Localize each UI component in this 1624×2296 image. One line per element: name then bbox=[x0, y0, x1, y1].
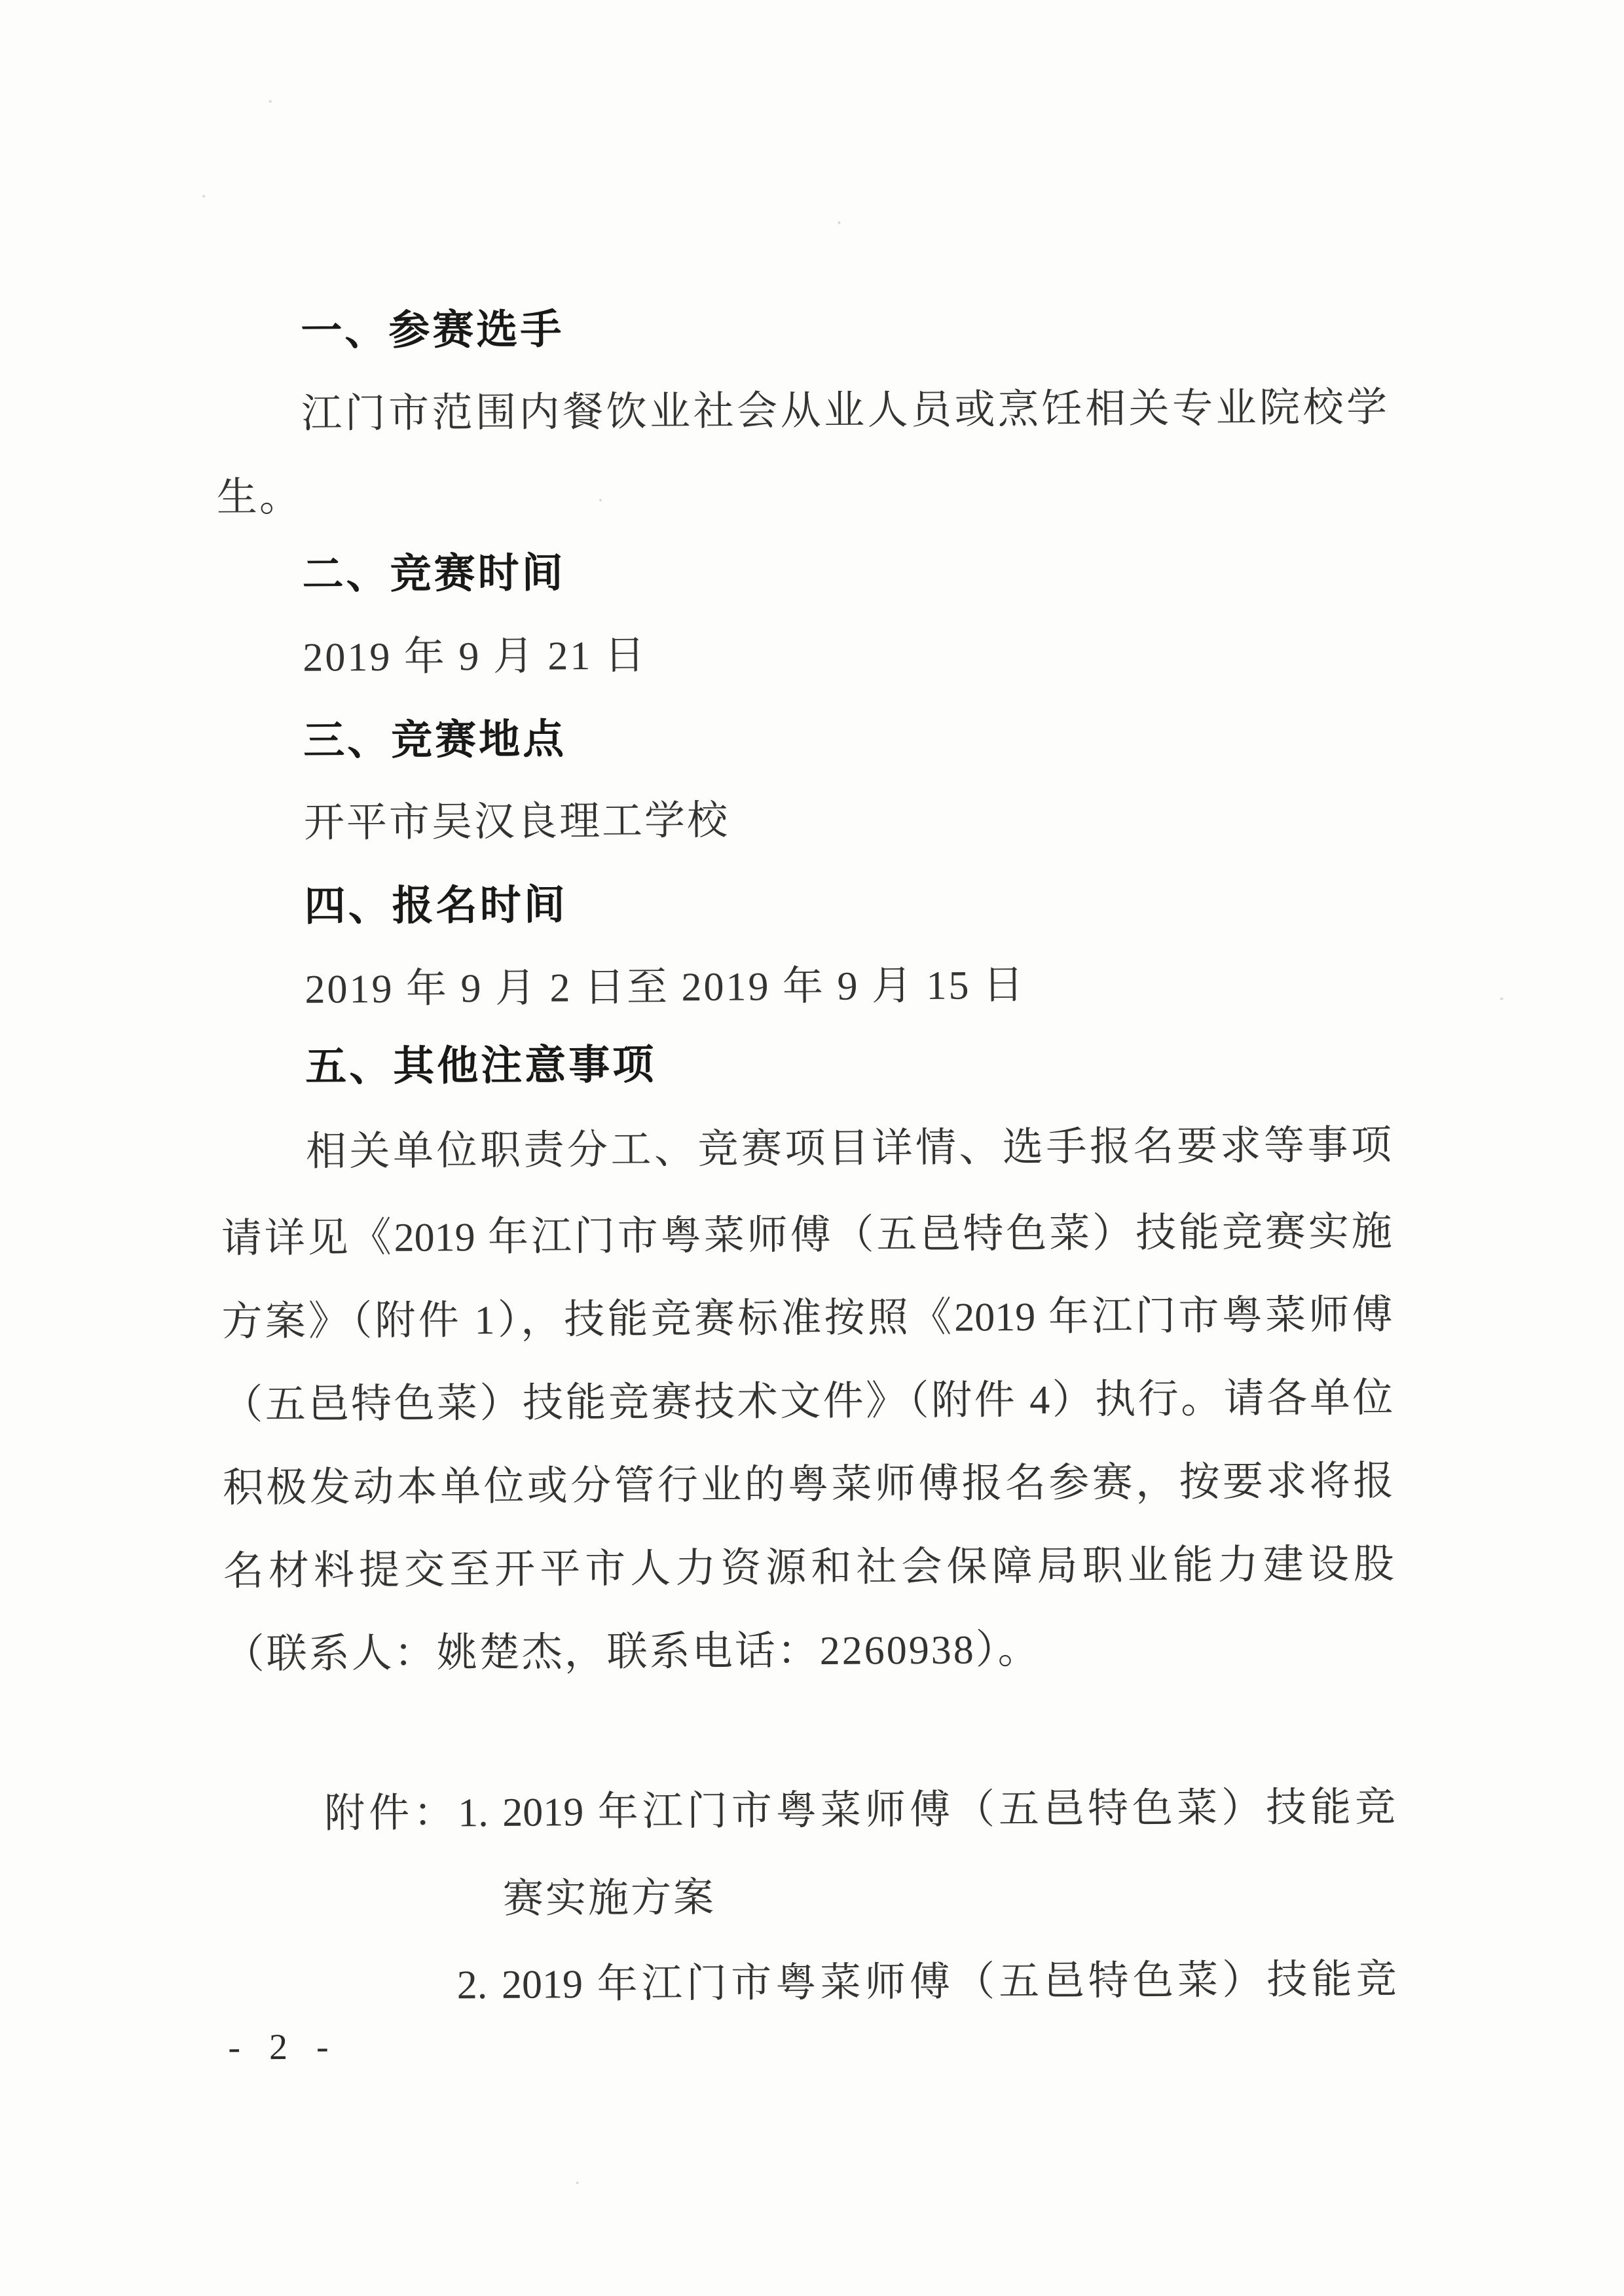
para-participants-line-1: 江门市范围内餐饮业社会从业人员或烹饪相关专业院校学 bbox=[301, 385, 1388, 437]
heading-competition-venue: 三、竞赛地点 bbox=[303, 716, 567, 764]
heading-registration-time: 四、报名时间 bbox=[304, 882, 568, 930]
scan-speck bbox=[576, 2181, 579, 2184]
heading-other-notes: 五、其他注意事项 bbox=[305, 1042, 657, 1090]
para-registration-dates: 2019 年 9 月 2 日至 2019 年 9 月 15 日 bbox=[304, 963, 1026, 1012]
para-participants-line-2: 生。 bbox=[216, 475, 303, 520]
page-number: - 2 - bbox=[228, 2026, 333, 2068]
para-notes-line-4: （五邑特色菜）技能竞赛技术文件》（附件 4）执行。请各单位 bbox=[222, 1376, 1393, 1428]
scan-speck bbox=[838, 221, 840, 225]
para-notes-line-2: 请详见《2019 年江门市粤菜师傅（五邑特色菜）技能竞赛实施 bbox=[221, 1209, 1393, 1262]
heading-participants: 一、参赛选手 bbox=[301, 306, 564, 354]
para-competition-date: 2019 年 9 月 21 日 bbox=[303, 633, 648, 680]
para-notes-line-1: 相关单位职责分工、竞赛项目详情、选手报名要求等事项 bbox=[305, 1123, 1392, 1175]
para-competition-venue: 开平市吴汉良理工学校 bbox=[303, 798, 730, 846]
scan-speck bbox=[202, 195, 205, 198]
scan-speck bbox=[599, 499, 602, 501]
para-notes-contact: （联系人：姚楚杰，联系电话：2260938）。 bbox=[223, 1627, 1041, 1677]
para-notes-line-6: 名材料提交至开平市人力资源和社会保障局职业能力建设股 bbox=[223, 1542, 1395, 1594]
scan-speck bbox=[268, 100, 272, 103]
attachment-line-1: 附件：1. 2019 年江门市粤菜师傅（五邑特色菜）技能竞 bbox=[323, 1785, 1396, 1836]
scan-speck bbox=[1500, 998, 1504, 1000]
para-notes-line-3: 方案》（附件 1），技能竞赛标准按照《2019 年江门市粤菜师傅 bbox=[221, 1292, 1393, 1345]
heading-competition-time: 二、竞赛时间 bbox=[302, 550, 566, 598]
attachment-line-2: 2. 2019 年江门市粤菜师傅（五邑特色菜）技能竞 bbox=[456, 1957, 1397, 2008]
attachment-line-1-continued: 赛实施方案 bbox=[502, 1875, 716, 1922]
para-notes-line-5: 积极发动本单位或分管行业的粤菜师傅报名参赛，按要求将报 bbox=[222, 1459, 1394, 1511]
